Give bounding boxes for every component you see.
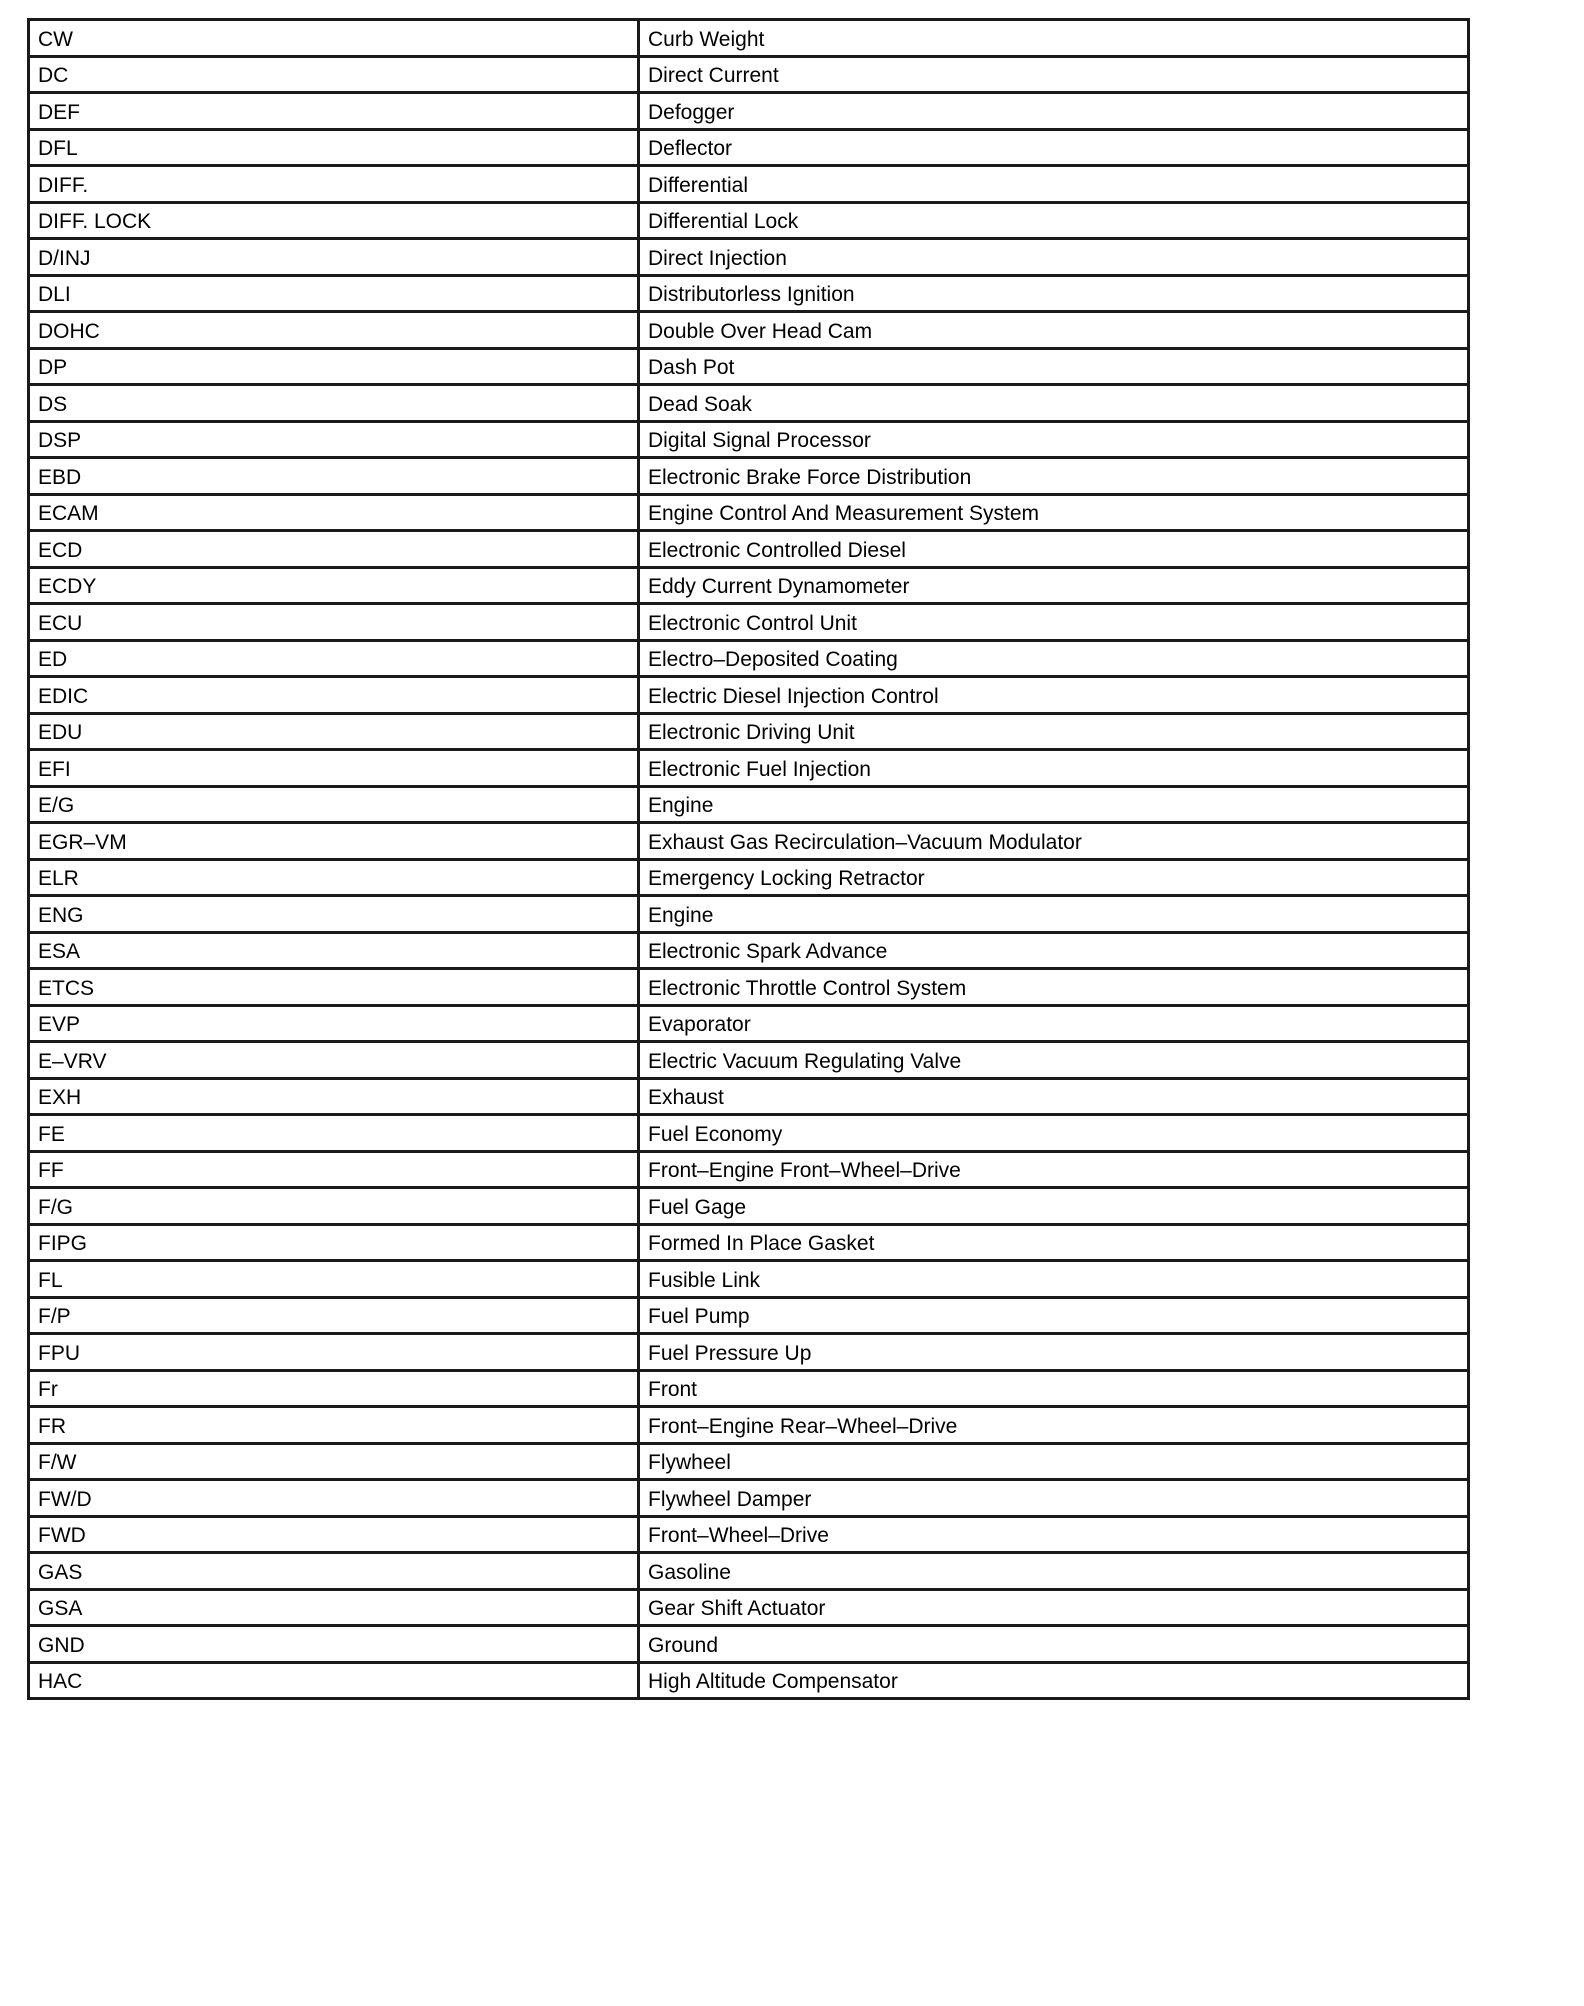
meaning-cell: Electronic Throttle Control System xyxy=(639,969,1469,1006)
abbreviation-cell: ECAM xyxy=(29,494,639,531)
abbreviation-cell: E–VRV xyxy=(29,1042,639,1079)
abbreviation-cell: DOHC xyxy=(29,312,639,349)
table-row xyxy=(29,1407,1469,1444)
table-row xyxy=(29,458,1469,495)
meaning-cell: Electronic Brake Force Distribution xyxy=(639,458,1469,495)
abbreviation-cell: GAS xyxy=(29,1553,639,1590)
abbreviation-cell: DFL xyxy=(29,129,639,166)
table-row xyxy=(29,494,1469,531)
table-row xyxy=(29,896,1469,933)
meaning-cell: Deflector xyxy=(639,129,1469,166)
table-row xyxy=(29,567,1469,604)
table-row xyxy=(29,640,1469,677)
table-row xyxy=(29,531,1469,568)
table-row xyxy=(29,677,1469,714)
table-row xyxy=(29,604,1469,641)
meaning-cell: Dash Pot xyxy=(639,348,1469,385)
abbreviation-cell: ENG xyxy=(29,896,639,933)
table-row xyxy=(29,20,1469,57)
meaning-cell: Engine Control And Measurement System xyxy=(639,494,1469,531)
abbreviation-cell: F/G xyxy=(29,1188,639,1225)
table-row xyxy=(29,713,1469,750)
abbreviation-cell: EDIC xyxy=(29,677,639,714)
meaning-cell: Engine xyxy=(639,896,1469,933)
table-row xyxy=(29,421,1469,458)
table-row xyxy=(29,275,1469,312)
meaning-cell: Gasoline xyxy=(639,1553,1469,1590)
abbreviation-cell: FWD xyxy=(29,1516,639,1553)
table-row xyxy=(29,239,1469,276)
table-row xyxy=(29,1115,1469,1152)
abbreviation-cell: EVP xyxy=(29,1005,639,1042)
abbreviation-cell: EDU xyxy=(29,713,639,750)
abbreviation-cell: DEF xyxy=(29,93,639,130)
table-row xyxy=(29,129,1469,166)
meaning-cell: Direct Current xyxy=(639,56,1469,93)
meaning-cell: Electric Vacuum Regulating Valve xyxy=(639,1042,1469,1079)
meaning-cell: Front xyxy=(639,1370,1469,1407)
meaning-cell: Differential xyxy=(639,166,1469,203)
abbreviation-cell: DC xyxy=(29,56,639,93)
abbreviation-cell: EXH xyxy=(29,1078,639,1115)
table-row xyxy=(29,312,1469,349)
table-row xyxy=(29,786,1469,823)
table-row xyxy=(29,1078,1469,1115)
abbreviation-cell: F/P xyxy=(29,1297,639,1334)
abbreviation-cell: GND xyxy=(29,1626,639,1663)
table-row xyxy=(29,1443,1469,1480)
table-row xyxy=(29,56,1469,93)
table-row xyxy=(29,1042,1469,1079)
table-row xyxy=(29,348,1469,385)
abbreviation-cell: DIFF. xyxy=(29,166,639,203)
table-row xyxy=(29,1261,1469,1298)
table-row xyxy=(29,1297,1469,1334)
meaning-cell: Electro–Deposited Coating xyxy=(639,640,1469,677)
table-row xyxy=(29,932,1469,969)
meaning-cell: Engine xyxy=(639,786,1469,823)
meaning-cell: Fuel Gage xyxy=(639,1188,1469,1225)
meaning-cell: Differential Lock xyxy=(639,202,1469,239)
meaning-cell: Exhaust Gas Recirculation–Vacuum Modulator xyxy=(639,823,1469,860)
abbreviation-cell: GSA xyxy=(29,1589,639,1626)
meaning-cell: Digital Signal Processor xyxy=(639,421,1469,458)
table-row xyxy=(29,1005,1469,1042)
table-row xyxy=(29,1188,1469,1225)
table-row xyxy=(29,1662,1469,1699)
abbreviation-cell: HAC xyxy=(29,1662,639,1699)
meaning-cell: Front–Engine Rear–Wheel–Drive xyxy=(639,1407,1469,1444)
table-row xyxy=(29,859,1469,896)
abbreviation-cell: D/INJ xyxy=(29,239,639,276)
abbreviation-cell: ELR xyxy=(29,859,639,896)
abbreviation-cell: EGR–VM xyxy=(29,823,639,860)
abbreviation-cell: FPU xyxy=(29,1334,639,1371)
meaning-cell: Front–Wheel–Drive xyxy=(639,1516,1469,1553)
abbreviation-cell: ETCS xyxy=(29,969,639,1006)
abbreviation-cell: EFI xyxy=(29,750,639,787)
meaning-cell: Eddy Current Dynamometer xyxy=(639,567,1469,604)
abbreviation-cell: E/G xyxy=(29,786,639,823)
abbreviation-cell: ESA xyxy=(29,932,639,969)
meaning-cell: High Altitude Compensator xyxy=(639,1662,1469,1699)
table-row xyxy=(29,969,1469,1006)
meaning-cell: Fusible Link xyxy=(639,1261,1469,1298)
meaning-cell: Electronic Spark Advance xyxy=(639,932,1469,969)
meaning-cell: Direct Injection xyxy=(639,239,1469,276)
abbreviation-cell: CW xyxy=(29,20,639,57)
meaning-cell: Emergency Locking Retractor xyxy=(639,859,1469,896)
meaning-cell: Electronic Fuel Injection xyxy=(639,750,1469,787)
abbreviation-cell: Fr xyxy=(29,1370,639,1407)
meaning-cell: Curb Weight xyxy=(639,20,1469,57)
meaning-cell: Exhaust xyxy=(639,1078,1469,1115)
table-row xyxy=(29,1151,1469,1188)
abbreviation-cell: F/W xyxy=(29,1443,639,1480)
abbreviation-table-body xyxy=(29,20,1469,1699)
meaning-cell: Formed In Place Gasket xyxy=(639,1224,1469,1261)
abbreviation-cell: EBD xyxy=(29,458,639,495)
abbreviation-cell: ED xyxy=(29,640,639,677)
table-row xyxy=(29,1224,1469,1261)
meaning-cell: Flywheel Damper xyxy=(639,1480,1469,1517)
table-row xyxy=(29,1553,1469,1590)
meaning-cell: Fuel Pressure Up xyxy=(639,1334,1469,1371)
abbreviation-cell: FE xyxy=(29,1115,639,1152)
meaning-cell: Fuel Pump xyxy=(639,1297,1469,1334)
meaning-cell: Evaporator xyxy=(639,1005,1469,1042)
meaning-cell: Ground xyxy=(639,1626,1469,1663)
meaning-cell: Gear Shift Actuator xyxy=(639,1589,1469,1626)
table-row xyxy=(29,1370,1469,1407)
abbreviation-cell: FL xyxy=(29,1261,639,1298)
abbreviation-cell: FR xyxy=(29,1407,639,1444)
abbreviation-table xyxy=(27,18,1470,1700)
abbreviation-cell: ECD xyxy=(29,531,639,568)
abbreviation-cell: DP xyxy=(29,348,639,385)
meaning-cell: Flywheel xyxy=(639,1443,1469,1480)
meaning-cell: Dead Soak xyxy=(639,385,1469,422)
meaning-cell: Electronic Control Unit xyxy=(639,604,1469,641)
table-row xyxy=(29,385,1469,422)
abbreviation-cell: DLI xyxy=(29,275,639,312)
meaning-cell: Defogger xyxy=(639,93,1469,130)
abbreviation-cell: ECDY xyxy=(29,567,639,604)
meaning-cell: Electronic Driving Unit xyxy=(639,713,1469,750)
abbreviation-cell: DIFF. LOCK xyxy=(29,202,639,239)
table-row xyxy=(29,750,1469,787)
meaning-cell: Fuel Economy xyxy=(639,1115,1469,1152)
meaning-cell: Distributorless Ignition xyxy=(639,275,1469,312)
meaning-cell: Front–Engine Front–Wheel–Drive xyxy=(639,1151,1469,1188)
meaning-cell: Electronic Controlled Diesel xyxy=(639,531,1469,568)
abbreviation-cell: DSP xyxy=(29,421,639,458)
abbreviation-cell: DS xyxy=(29,385,639,422)
table-row xyxy=(29,1589,1469,1626)
meaning-cell: Double Over Head Cam xyxy=(639,312,1469,349)
meaning-cell: Electric Diesel Injection Control xyxy=(639,677,1469,714)
abbreviation-cell: FF xyxy=(29,1151,639,1188)
table-row xyxy=(29,1480,1469,1517)
table-row xyxy=(29,166,1469,203)
table-row xyxy=(29,1516,1469,1553)
table-row xyxy=(29,823,1469,860)
abbreviation-cell: FIPG xyxy=(29,1224,639,1261)
table-row xyxy=(29,93,1469,130)
abbreviation-cell: ECU xyxy=(29,604,639,641)
table-row xyxy=(29,1334,1469,1371)
table-row xyxy=(29,202,1469,239)
abbreviation-cell: FW/D xyxy=(29,1480,639,1517)
table-row xyxy=(29,1626,1469,1663)
